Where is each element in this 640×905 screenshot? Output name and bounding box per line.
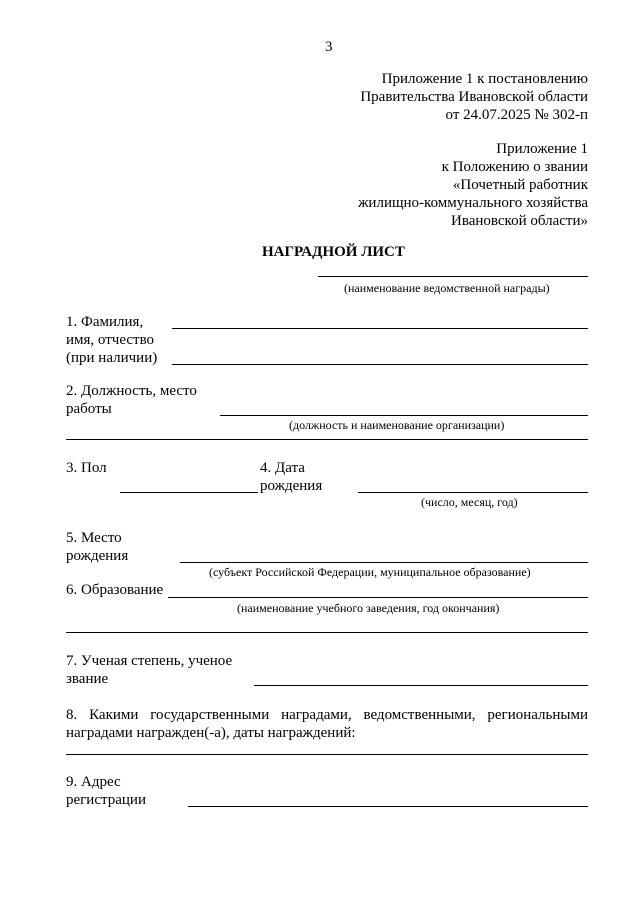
education-label: 6. Образование xyxy=(66,582,164,598)
position-label-line1: 2. Должность, место xyxy=(66,383,197,399)
address-label-line1: 9. Адрес xyxy=(66,774,121,790)
position-caption: (должность и наименование организации) xyxy=(289,418,505,432)
degree-field-line xyxy=(254,685,588,686)
degree-label-line2: звание xyxy=(66,671,109,687)
name-label-line2: имя, отчество xyxy=(66,332,155,348)
gender-label: 3. Пол xyxy=(66,460,107,476)
appendix-regulation-line2: к Положению о звании xyxy=(441,159,588,175)
name-field-line1 xyxy=(172,328,588,329)
gender-field-line xyxy=(120,492,258,493)
birthplace-label-line1: 5. Место xyxy=(66,530,122,546)
birthplace-field-line xyxy=(180,562,588,563)
appendix-decree-line2: Правительства Ивановской области xyxy=(360,89,588,105)
position-field-line2 xyxy=(66,439,588,440)
award-name-line xyxy=(318,276,588,277)
appendix-regulation-line4: жилищно-коммунального хозяйства xyxy=(358,195,588,211)
education-field-line2 xyxy=(66,632,588,633)
education-caption: (наименование учебного заведения, год окончания) xyxy=(237,601,500,615)
birthdate-label-line2: рождения xyxy=(260,478,323,494)
awards-question-line2: наградами награжден(-а), даты награждений: xyxy=(66,725,356,741)
appendix-decree-line3: от 24.07.2025 № 302-п xyxy=(445,107,588,123)
birthdate-caption: (число, месяц, год) xyxy=(421,495,518,509)
appendix-regulation-line5: Ивановской области» xyxy=(451,213,588,229)
awards-field-line xyxy=(66,754,588,755)
name-field-line2 xyxy=(172,364,588,365)
page-number: 3 xyxy=(325,39,333,55)
appendix-decree-line1: Приложение 1 к постановлению xyxy=(381,71,588,87)
education-field-line xyxy=(168,597,588,598)
birthplace-label-line2: рождения xyxy=(66,548,129,564)
position-field-line xyxy=(220,415,588,416)
birthplace-caption: (субъект Российской Федерации, муниципальное образование) xyxy=(209,565,531,579)
address-label-line2: регистрации xyxy=(66,792,146,808)
appendix-regulation-line1: Приложение 1 xyxy=(496,141,588,157)
appendix-regulation-line3: «Почетный работник xyxy=(452,177,588,193)
degree-label-line1: 7. Ученая степень, ученое xyxy=(66,653,233,669)
awards-question-line1: 8. Какими государственными наградами, ведомственными, региональными xyxy=(66,707,588,723)
award-name-caption: (наименование ведомственной награды) xyxy=(344,281,550,295)
birthdate-field-line xyxy=(358,492,588,493)
name-label-line1: 1. Фамилия, xyxy=(66,314,144,330)
name-label-line3: (при наличии) xyxy=(66,350,158,366)
address-field-line xyxy=(188,806,588,807)
position-label-line2: работы xyxy=(66,401,112,417)
birthdate-label-line1: 4. Дата xyxy=(260,460,305,476)
document-title: НАГРАДНОЙ ЛИСТ xyxy=(262,244,405,260)
